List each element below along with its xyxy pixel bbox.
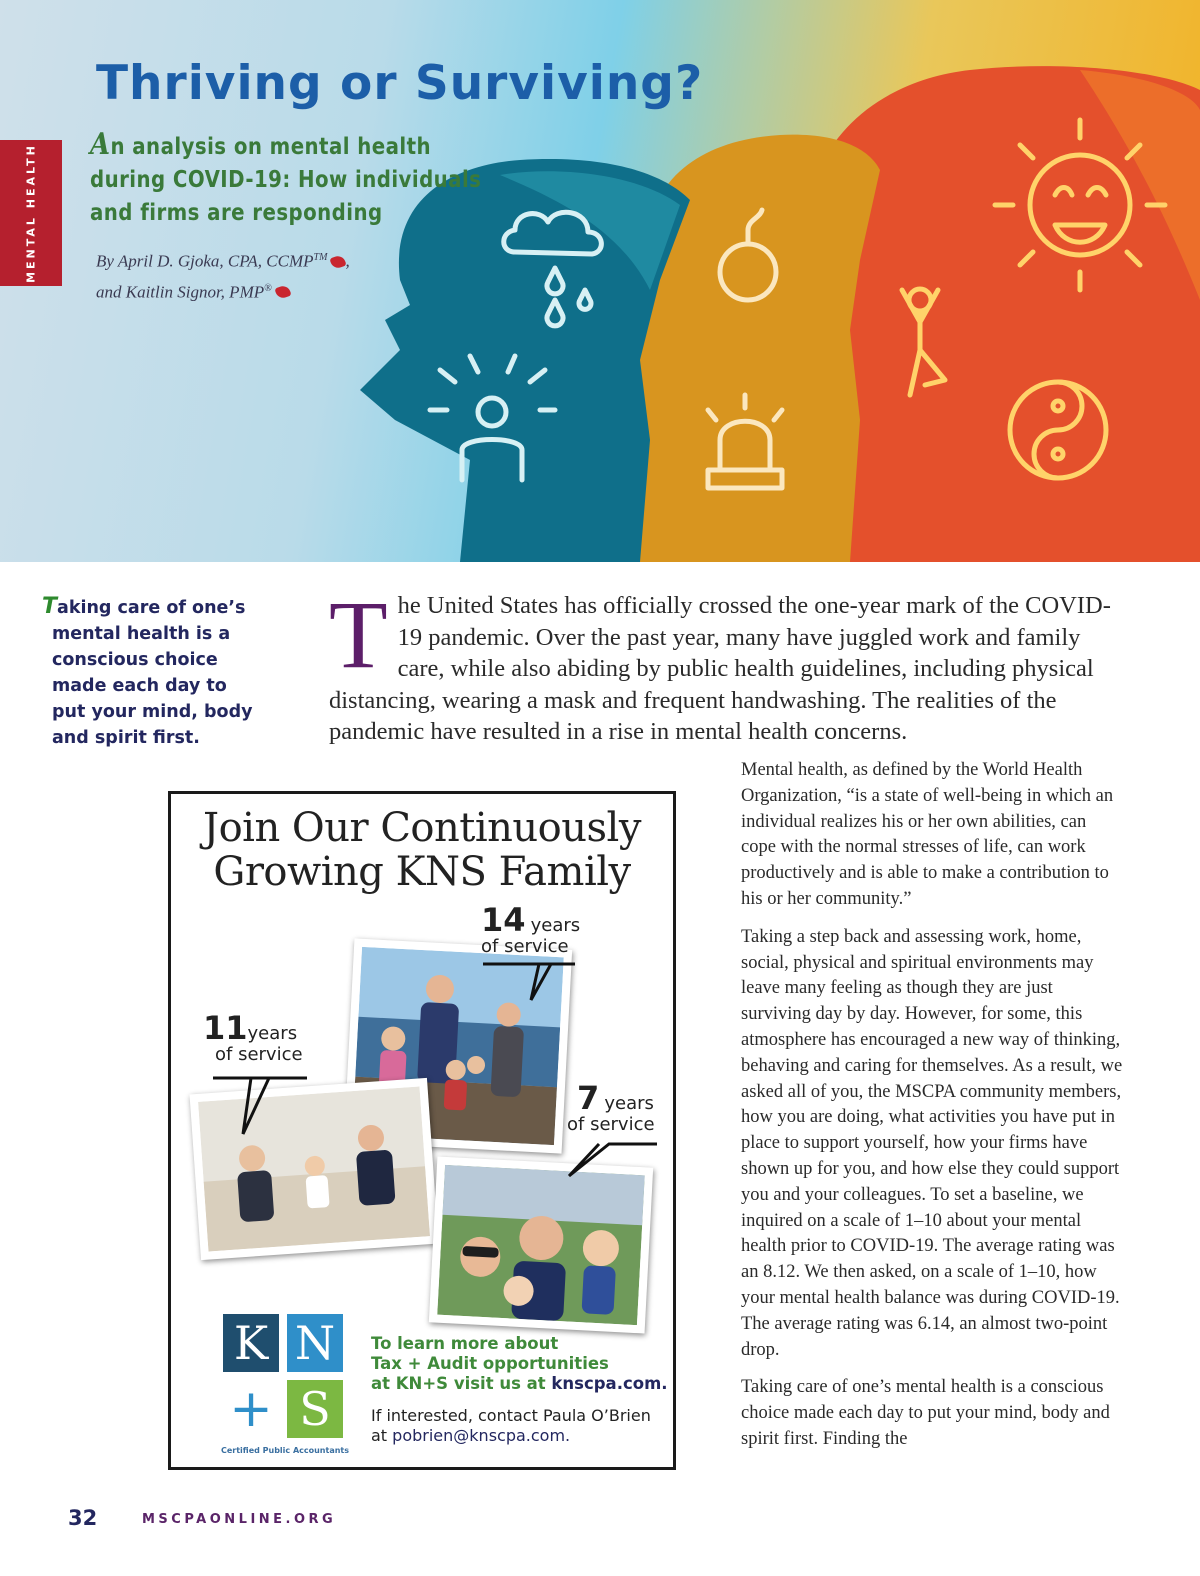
hero-illustration — [0, 0, 1200, 562]
tenure-of-service: of service — [481, 936, 569, 957]
ad-headline-line1: Join Our Continuously — [203, 805, 641, 851]
ad-headline-line2: Growing KNS Family — [213, 849, 631, 895]
byline: By April D. Gjoka, CPA, CCMP™ , and Kaitlin Signor, PMP® — [96, 251, 350, 302]
cta-line-2: Tax + Audit opportunities — [371, 1354, 609, 1373]
tenure-years-number: 7 — [577, 1079, 600, 1117]
pull-quote-line1: aking care of one’s — [57, 598, 246, 618]
pull-quote-initial: T — [42, 594, 58, 619]
body-column — [741, 758, 1125, 1465]
cpa-mark-icon — [330, 254, 347, 270]
tenure-label-14 — [481, 901, 581, 957]
page-number: 32 — [68, 1506, 98, 1530]
speech-pointer — [565, 1140, 661, 1180]
contact-line-1: If interested, contact Paula O’Brien — [371, 1406, 651, 1425]
article-subtitle — [90, 128, 503, 230]
tenure-label-7 — [567, 1079, 655, 1135]
logo-tile-k: K — [223, 1314, 279, 1372]
family-photo-3 — [429, 1156, 653, 1333]
tenure-years-number: 14 — [481, 901, 526, 939]
ad-call-to-action — [371, 1334, 671, 1394]
tenure-years-number: 11 — [203, 1009, 248, 1047]
ad-contact — [371, 1406, 671, 1446]
cpa-mark-icon — [274, 284, 291, 300]
article-title: Thriving or Surviving? — [96, 56, 704, 111]
byline-author-1: By April D. Gjoka, CPA, CCMP — [96, 251, 314, 271]
section-tab — [0, 140, 62, 286]
logo-tile-plus: + — [223, 1380, 279, 1438]
email-link[interactable]: pobrien@knscpa.com. — [392, 1426, 571, 1445]
kns-advertisement — [168, 791, 676, 1470]
lead-paragraph — [329, 581, 1129, 748]
registered-sup: ® — [264, 282, 272, 294]
tenure-of-service: of service — [215, 1044, 303, 1065]
tenure-label-11 — [203, 1009, 303, 1065]
tenure-years-word: years — [247, 1023, 298, 1044]
lead-text: he United States has officially crossed the one-year mark of the COVID-19 pandemic. Over the past year, many have juggled work and family care, while also abiding by public health guidelines, including physical distancing, wearing a mask and frequent handwashing. The realities of the pandemic have resulted in a rise in mental health concerns. — [329, 592, 1111, 745]
body-paragraph-1: Mental health, as defined by the World Health Organization, “is a state of well-being in which an individual realizes his or her own abilities, can cope with the normal stresses of life, can work productively and is able to make a contribution to his or her community.” — [741, 760, 1114, 909]
cta-line-1: To learn more about — [371, 1334, 559, 1353]
speech-pointer — [481, 960, 577, 1004]
speech-pointer — [211, 1074, 311, 1138]
subtitle-initial: A — [90, 127, 111, 162]
tenure-of-service: of service — [567, 1114, 655, 1135]
cta-line-3: at KN+S visit us at — [371, 1374, 546, 1393]
trademark-sup: TM — [313, 252, 328, 263]
tenure-years-word: years — [604, 1093, 654, 1114]
byline-author-2: and Kaitlin Signor, PMP — [96, 282, 265, 302]
drop-cap: T — [329, 581, 388, 688]
logo-tile-s: S — [287, 1380, 343, 1438]
tenure-years-word: years — [530, 915, 581, 936]
website-link[interactable]: knscpa.com. — [551, 1374, 668, 1393]
body-paragraph-3: Taking care of one’s mental health is a conscious choice made each day to put your mind, body and spirit first. Finding the — [741, 1377, 1110, 1449]
contact-at: at — [371, 1426, 388, 1445]
subtitle-text: n analysis on mental health during COVID-19: How individuals and firms are responding — [90, 134, 482, 226]
logo-caption: Certified Public Accountants — [220, 1446, 350, 1455]
body-paragraph-2: Taking a step back and assessing work, home, social, physical and spiritual environments may leave many feeling as though they are just surviving day by day. However, for some, this atmosphere has encouraged a new way of thinking, behaving and caring for themselves. As a result, we asked all of you, the MSCPA community members, how you are doing, what activities you have put in place to support yourself, how your firms have shown up for you, and how else they could support you and your colleagues. To set a baseline, we inquired on a scale of 1–10 about your mental health prior to COVID-19. The average rating was an 8.12. We then asked, on a scale of 1–10, how your mental health balance was during COVID-19. The average rating was 6.14, an almost two-point drop. — [741, 926, 1123, 1360]
ad-headline — [171, 806, 673, 894]
pull-quote — [42, 594, 264, 751]
logo-tile-n: N — [287, 1314, 343, 1372]
pull-quote-text: mental health is a conscious choice made each day to put your mind, body and spirit first. — [52, 624, 253, 748]
site-url[interactable]: MSCPAONLINE.ORG — [142, 1512, 337, 1527]
section-label: MENTAL HEALTH — [24, 143, 38, 283]
